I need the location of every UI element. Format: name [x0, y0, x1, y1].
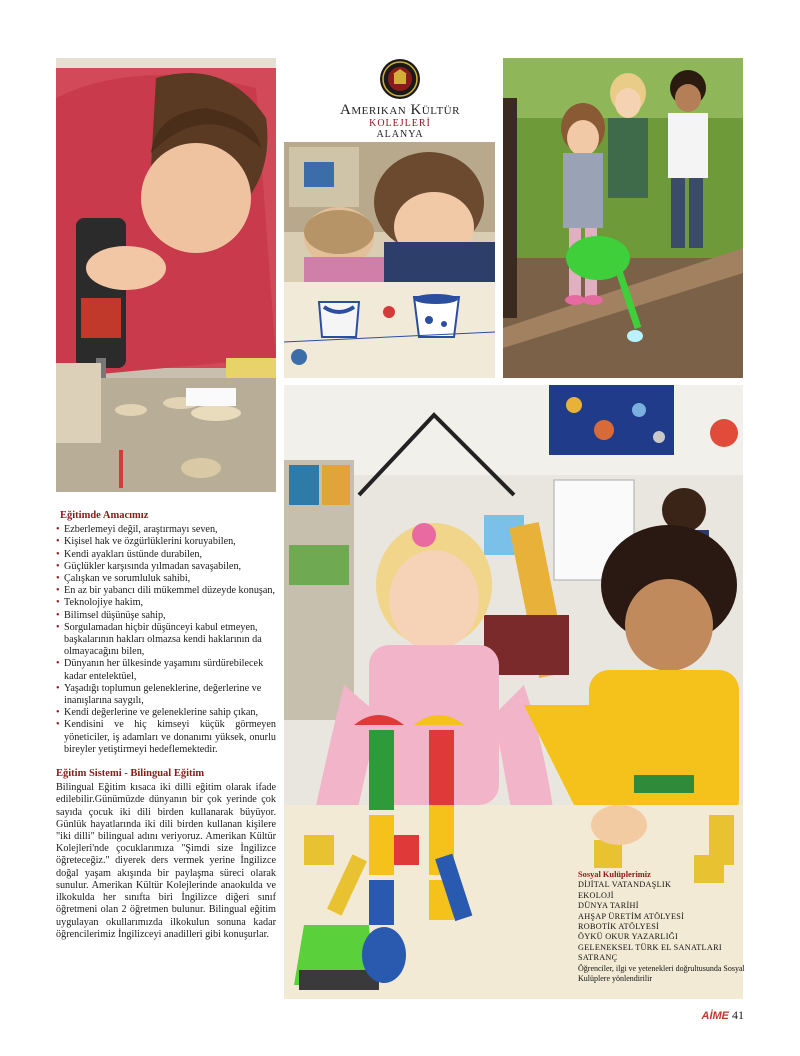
school-seal-icon — [379, 58, 421, 100]
list-item: • Dünyanın her ülkesinde yaşamını sürdürebilecek kadar entelektüel, — [56, 658, 276, 682]
club-item: ÖYKÜ OKUR YAZARLIĞI — [578, 932, 678, 942]
garden-photo — [503, 58, 743, 378]
left-text-column — [56, 510, 276, 941]
club-item: GELENEKSEL TÜRK EL SANATLARI — [578, 942, 722, 952]
list-item: • Kişisel hak ve özgürlüklerini koruyabilen, — [56, 536, 276, 548]
magazine-brand: AİME — [701, 1010, 729, 1022]
list-item: • Kendi değerlerine ve geleneklerine sahip çıkan, — [56, 707, 276, 719]
list-item: • Yaşadığı toplumun geleneklerine, değerlerine ve inanışlarına saygılı, — [56, 683, 276, 707]
list-item: • Kendisini ve hiç kimseyi küçük görmeyen yöneticiler, iş adamları ve donanımı yüksek, onurlu bireyler yetiştirmeyi hedeflemektedir. — [56, 719, 276, 756]
education-goals-list — [56, 524, 276, 756]
clubs-title: Sosyal Kulüplerimiz — [578, 870, 651, 879]
list-item: • Güçlükler karşısında yılmadan savaşabilen, — [56, 561, 276, 573]
list-item: • Teknolojiye hakim, — [56, 597, 276, 609]
page-footer — [702, 1008, 745, 1023]
logo-name: Amerikan Kültür — [340, 102, 460, 118]
list-item: • Ezberlemeyi değil, araştırmayı seven, — [56, 524, 276, 536]
painting-photo — [284, 142, 495, 378]
club-item: EKOLOJİ — [578, 890, 614, 900]
club-item: DÜNYA TARİHİ — [578, 901, 639, 911]
list-item: • Bilimsel düşünüşe sahip, — [56, 610, 276, 622]
club-item: ROBOTİK ATÖLYESİ — [578, 922, 660, 932]
list-item: • Çalışkan ve sorumluluk sahibi, — [56, 573, 276, 585]
bilingual-title: Eğitim Sistemi - Bilingual Eğitim — [56, 768, 205, 780]
list-item: • Sorgulamadan hiçbir düşünceyi kabul etmeyen, başkalarının hakları olmazsa kendi haklarının da olmayacağını bilen, — [56, 622, 276, 659]
club-item: AHŞAP ÜRETİM ATÖLYESİ — [578, 911, 685, 921]
drill-photo — [56, 58, 276, 492]
bilingual-body: Bilingual Eğitim kısaca iki dilli eğitim olarak ifade edilebilir.Günümüzde dünyanın bir çok yerinde çok sayıda çocuk iki dili birden kullanarak büyüyor. Günlük hayatlarında iki dili birden kullanan kişilere "iki dilli" bilingual adını veriyoruz. Amerikan Kültür Kolejleri'nde çocuklarımıza "Şimdi size İngilizce öğreteceğiz." diyerek ders vermek yerine İngilizce doğal yaşam akışında bir paylaşma süreci olarak sunulur. Amerikan Kültür Kolejlerinde anaokulda ve ilkokulda her sınıfta biri İngilizce diğeri sınıf öğretmeni olan 2 öğretmen bulunur. Bilingual eğitim uygulayan okullarımızda ilkokulun sonuna kadar öğrencilerimiz İngilizceyi anadilleri gibi konuşurlar. — [56, 782, 276, 940]
list-item: • Kendi ayakları üstünde durabilen, — [56, 549, 276, 561]
page-number: 41 — [732, 1008, 744, 1022]
logo-subname: KOLEJLERİ — [369, 118, 431, 129]
school-logo — [330, 58, 470, 142]
social-clubs-box — [578, 870, 748, 984]
logo-city: ALANYA — [376, 129, 424, 140]
list-item: • En az bir yabancı dili mükemmel düzeyde konuşan, — [56, 585, 276, 597]
club-item: SATRANÇ — [578, 953, 618, 963]
education-goals-title: Eğitimde Amacımız — [60, 510, 149, 521]
clubs-note: Öğrenciler, ilgi ve yetenekleri doğrultusunda Sosyal Kulüplere yönlendirilir — [578, 963, 745, 984]
club-item: DİJİTAL VATANDAŞLIK — [578, 880, 672, 890]
